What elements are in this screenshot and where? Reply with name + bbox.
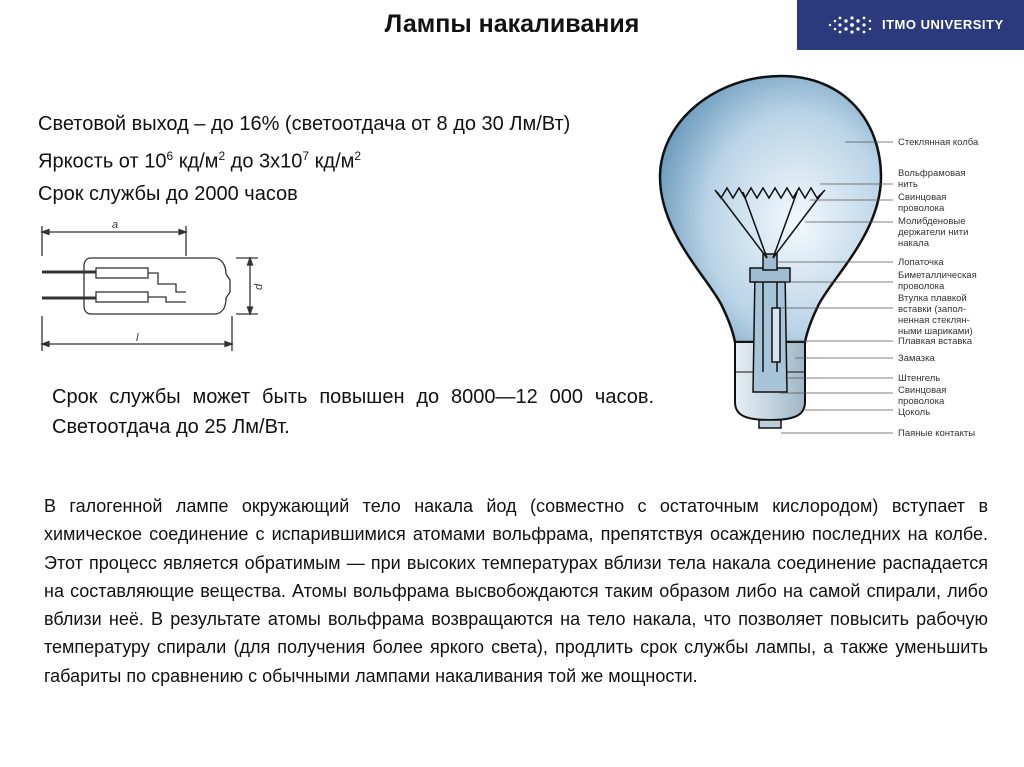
label-tungsten-filament: Вольфрамовая xyxy=(898,168,966,179)
page-title: Лампы накаливания xyxy=(384,10,640,38)
label-fuse-sleeve-3: ненная стеклян- xyxy=(898,315,970,326)
dimension-a-label: a xyxy=(112,219,119,231)
label-spade: Лопаточка xyxy=(898,257,944,268)
dimension-l-label: l xyxy=(136,332,139,344)
label-molybdenum-holders-3: накала xyxy=(898,238,930,249)
fact-brightness: Яркость от $10^6$ $кд/м^2$ до $3х10^7$ $кд/м^2$ xyxy=(38,149,362,173)
label-lead-wire: Свинцовая xyxy=(898,192,947,203)
itmo-dots-logo-icon xyxy=(827,14,875,36)
logo-text: ITMO UNIVERSITY xyxy=(882,17,1004,32)
dimension-d-label: d xyxy=(253,283,265,290)
label-bimetal-wire: Биметаллическая xyxy=(898,270,977,281)
label-tungsten-filament-2: нить xyxy=(898,179,918,190)
label-base: Цоколь xyxy=(898,407,931,418)
incandescent-bulb-diagram xyxy=(655,72,1015,452)
label-fuse-sleeve-4: ными шариками) xyxy=(898,326,973,337)
label-molybdenum-holders: Молибденовые xyxy=(898,216,966,227)
label-exhaust-tube: Штенгель xyxy=(898,373,941,384)
label-bimetal-wire-2: проволока xyxy=(898,281,945,292)
label-molybdenum-holders-2: держатели нити xyxy=(898,227,969,238)
lifetime-note: Срок службы может быть повышен до 8000—12 000 часов. Светоотдача до 25 Лм/Вт. xyxy=(52,386,654,438)
lamp-facts xyxy=(38,108,570,210)
label-lead-wire-lower: Свинцовая xyxy=(898,385,947,396)
fact-light-output: Световой выход – до 16% (светоотдача от 8 до 30 Лм/Вт) xyxy=(38,113,571,135)
itmo-logo xyxy=(797,0,1024,50)
label-glass-bulb: Стеклянная колба xyxy=(898,137,979,148)
label-soldered-contacts: Паяные контакты xyxy=(898,428,976,439)
fact-lifetime: Срок службы до 2000 часов xyxy=(38,182,298,205)
label-fuse-sleeve: Втулка плавкой xyxy=(898,293,967,304)
label-lead-wire-lower-2: проволока xyxy=(898,396,945,407)
halogen-lamp-diagram xyxy=(36,216,271,356)
label-fuse-sleeve-2: вставки (запол- xyxy=(898,304,967,315)
label-lead-wire-2: проволока xyxy=(898,203,945,214)
label-fuse: Плавкая вставка xyxy=(898,336,973,347)
label-putty: Замазка xyxy=(898,353,935,364)
halogen-description: В галогенной лампе окружающий тело накала йод (совместно с остаточным кислородом) вступает в химическое соединение с испарившимися атомами вольфрама, препятствуя осаждению последних на колбе. Этот процесс является обратимым — при высоких температурах вблизи тела накала соединение распадается на составляющие вещества. Атомы вольфрама высвобождаются таким образом либо на самой спирали, либо вблизи неё. В результате атомы вольфрама возвращаются на тело накала, что позволяет повысить рабочую температуру спирали (для получения более яркого света), продлить срок службы лампы, а также уменьшить габариты по сравнению с обычными лампами накаливания той же мощности. xyxy=(44,496,988,686)
